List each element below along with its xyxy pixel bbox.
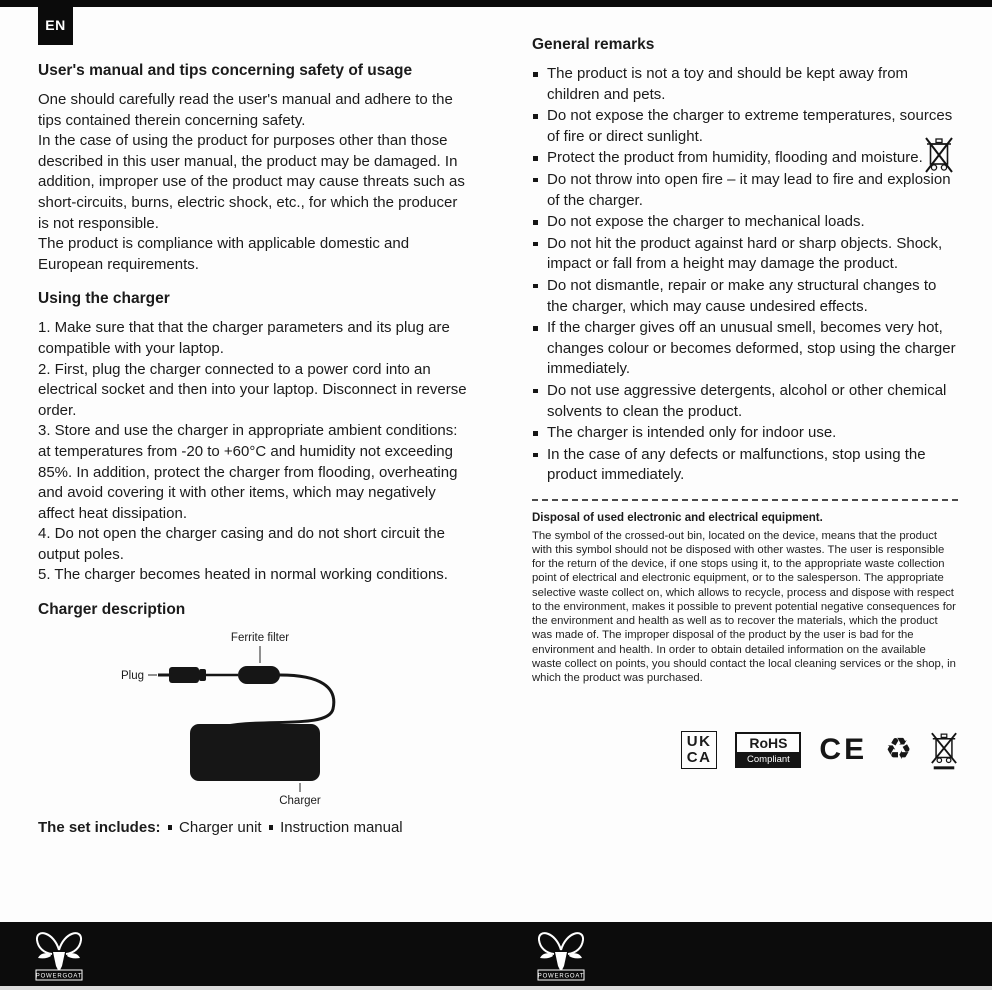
step-item: 2. First, plug the charger connected to a power cord into an electrical socket and then into your laptop. Disconnect in reverse order.: [38, 360, 467, 419]
list-item: If the charger gives off an unusual smell, becomes very hot, changes colour or becomes deformed, stop using the charger immediately.: [532, 318, 958, 380]
ferrite-filter-label: Ferrite filter: [230, 632, 290, 645]
list-item: Protect the product from humidity, flooding and moisture.: [532, 148, 958, 169]
plug-label: Plug: [120, 670, 144, 683]
compliance-marks-row: [532, 729, 958, 771]
using-charger-heading: Using the charger: [38, 290, 170, 308]
language-badge: EN: [38, 5, 73, 45]
list-item: Do not throw into open fire – it may lead to fire and explosion of the charger.: [532, 170, 958, 211]
goat-horn-icon: [59, 933, 81, 954]
rohs-mark: [735, 732, 801, 768]
rohs-name: RoHS: [749, 735, 788, 752]
step-item: 1. Make sure that that the charger parameters and its plug are compatible with your laptop.: [38, 319, 450, 357]
goat-face-icon: [555, 952, 567, 972]
dashed-divider: [532, 499, 958, 501]
step-item: 4. Do not open the charger casing and do not short circuit the output poles.: [38, 525, 445, 563]
set-item: Instruction manual: [280, 819, 403, 837]
rohs-compliant-label: Compliant: [737, 752, 799, 766]
general-remarks-heading: General remarks: [532, 36, 655, 53]
list-item: Do not dismantle, repair or make any structural changes to the charger, which may cause undesired effects.: [532, 276, 958, 317]
charger-brick-icon: [190, 724, 320, 781]
list-item: The charger is intended only for indoor use.: [532, 423, 958, 444]
left-column: [38, 62, 470, 836]
ferrite-filter-icon: [238, 666, 280, 684]
ukca-mark: [681, 731, 718, 769]
weee-bin-icon: [930, 729, 958, 771]
list-item: In the case of any defects or malfunctions, stop using the product immediately.: [532, 445, 958, 486]
remarks-list: [532, 64, 958, 486]
ukca-line: UK: [686, 733, 712, 751]
recycle-icon: ♻: [885, 733, 912, 767]
charger-label: Charger: [279, 795, 321, 808]
disposal-text: The symbol of the crossed-out bin, located on the device, means that the product with this symbol should not be disposed with other wastes. The user is responsible for the return of the device, if one stops using it, to the appropriate waste collection point of electrical and electronic equipment, or to the salesperson. The appropriate selective waste collect on, which allows to recycle, process and dispose with respect to the environment, makes it possible to prevent potential negative consequences for the environment and health as well as to recover the materials, which the product was made of. The improper disposal of the product by the user is bad for the environment and health. In order to obtain detailed information on the available waste collect on points, you should contact the local cleaning services or the shop, in which the product was purchased.: [532, 529, 956, 684]
goat-horn-icon: [37, 933, 59, 954]
plug-body-icon: [169, 667, 199, 683]
intro-paragraph: One should carefully read the user's manual and adhere to the tips contained therein concerning safety.: [38, 91, 453, 129]
intro-paragraph: The product is compliance with applicable domestic and European requirements.: [38, 235, 410, 273]
square-bullet-icon: [269, 825, 274, 830]
footer-band: [0, 922, 992, 986]
ce-mark: CE: [819, 733, 868, 767]
crossed-bin-icon: [924, 134, 954, 176]
list-item: Do not expose the charger to extreme temperatures, sources of fire or direct sunlight.: [532, 106, 958, 147]
brand-label: POWERGOAT: [537, 973, 585, 980]
top-border-strip: [0, 0, 992, 7]
goat-horn-icon: [561, 933, 583, 954]
intro-paragraph: In the case of using the product for purposes other than those described in this user manual, the product may be damaged. In addition, improper use of the product may cause threats such as short-circuits, burns, electric shock, etc., for which the producer is not responsible.: [38, 132, 465, 232]
charger-diagram: [38, 629, 470, 807]
charger-description-heading: Charger description: [38, 601, 186, 619]
list-item: Do not expose the charger to mechanical loads.: [532, 212, 958, 233]
set-item: Charger unit: [179, 819, 262, 837]
list-item: Do not use aggressive detergents, alcohol or other chemical solvents to clean the product.: [532, 381, 958, 422]
list-item: Do not hit the product against hard or sharp objects. Shock, impact or fall from a height may damage the product.: [532, 234, 958, 275]
step-item: 5. The charger becomes heated in normal working conditions.: [38, 566, 448, 584]
list-item: The product is not a toy and should be kept away from children and pets.: [532, 64, 958, 105]
ukca-line: CA: [686, 749, 712, 767]
brand-label: POWERGOAT: [35, 973, 83, 980]
safety-heading: User's manual and tips concerning safety of usage: [38, 62, 413, 79]
goat-face-icon: [53, 952, 65, 972]
bottom-edge-strip: [0, 986, 992, 990]
square-bullet-icon: [168, 825, 173, 830]
set-includes-row: [38, 819, 470, 836]
powergoat-logo: [30, 926, 88, 982]
powergoat-logo: [532, 926, 590, 982]
goat-horn-icon: [539, 933, 561, 954]
right-column: [532, 36, 958, 771]
step-item: 3. Store and use the charger in appropriate ambient conditions: at temperatures from -20 to +60°C and humidity not exceeding 85%. In addition, protect the charger from flooding, overheating and avoid covering it with other items, which may negatively affect heat dissipation.: [38, 422, 458, 522]
disposal-heading: Disposal of used electronic and electrical equipment.: [532, 511, 823, 524]
set-includes-label: The set includes:: [38, 819, 161, 837]
